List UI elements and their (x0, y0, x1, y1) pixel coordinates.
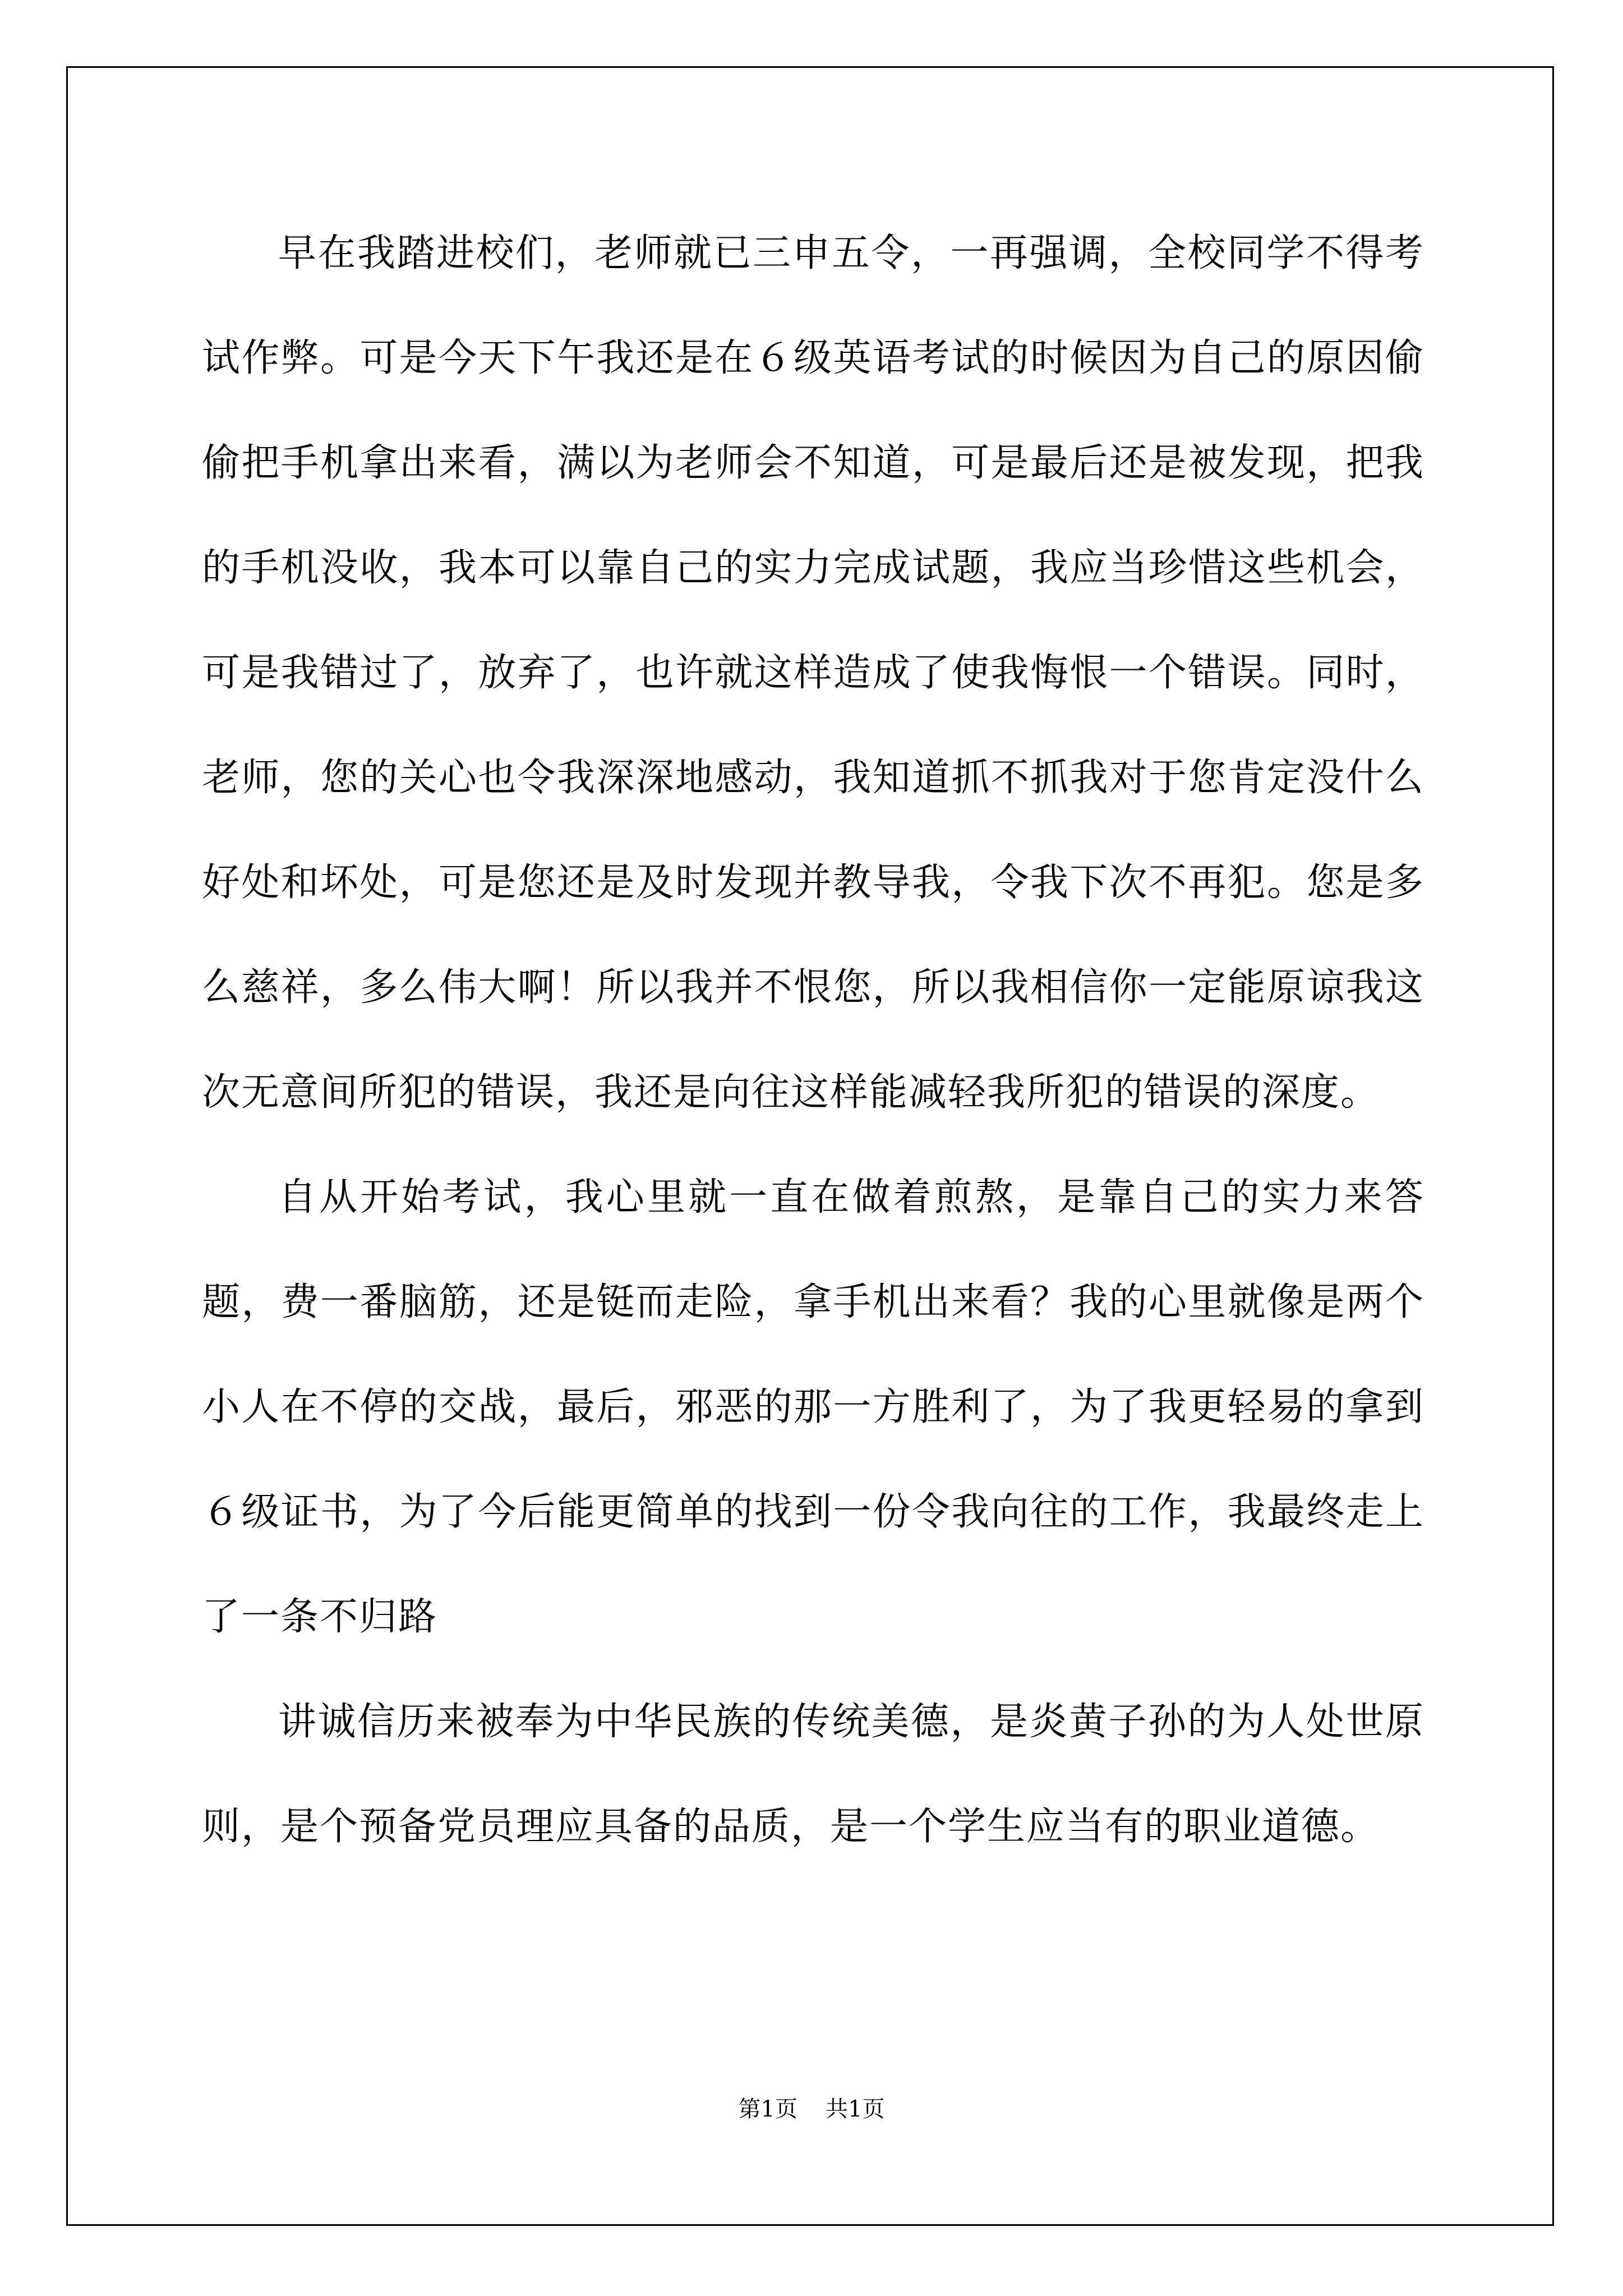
page-footer (0, 2092, 1623, 2126)
document-body (202, 201, 1424, 1879)
paragraph-3: 讲诚信历来被奉为中华民族的传统美德，是炎黄子孙的为人处世原则，是个预备党员理应具备的品质，是一个学生应当有的职业道德。 (202, 1700, 1424, 1849)
page-number-total: 共1页 (826, 2096, 885, 2122)
paragraph-2: 自从开始考试，我心里就一直在做着煎熬，是靠自己的实力来答题，费一番脑筋，还是铤而走险，拿手机出来看？我的心里就像是两个小人在不停的交战，最后，邪恶的那一方胜利了，为了我更轻易的拿到６级证书，为了今后能更简单的找到一份令我向往的工作，我最终走上了一条不归路 (202, 1175, 1424, 1639)
paragraph-1: 早在我踏进校们，老师就已三申五令，一再强调，全校同学不得考试作弊。可是今天下午我还是在６级英语考试的时候因为自己的原因偷偷把手机拿出来看，满以为老师会不知道，可是最后还是被发现，把我的手机没收，我本可以靠自己的实力完成试题，我应当珍惜这些机会，可是我错过了，放弃了，也许就这样造成了使我悔恨一个错误。同时，老师，您的关心也令我深深地感动，我知道抓不抓我对于您肯定没什么好处和坏处，可是您还是及时发现并教导我，令我下次不再犯。您是多么慈祥，多么伟大啊！所以我并不恨您，所以我相信你一定能原谅我这次无意间所犯的错误，我还是向往这样能减轻我所犯的错误的深度。 (202, 231, 1424, 1115)
page-number-current: 第1页 (738, 2096, 797, 2122)
